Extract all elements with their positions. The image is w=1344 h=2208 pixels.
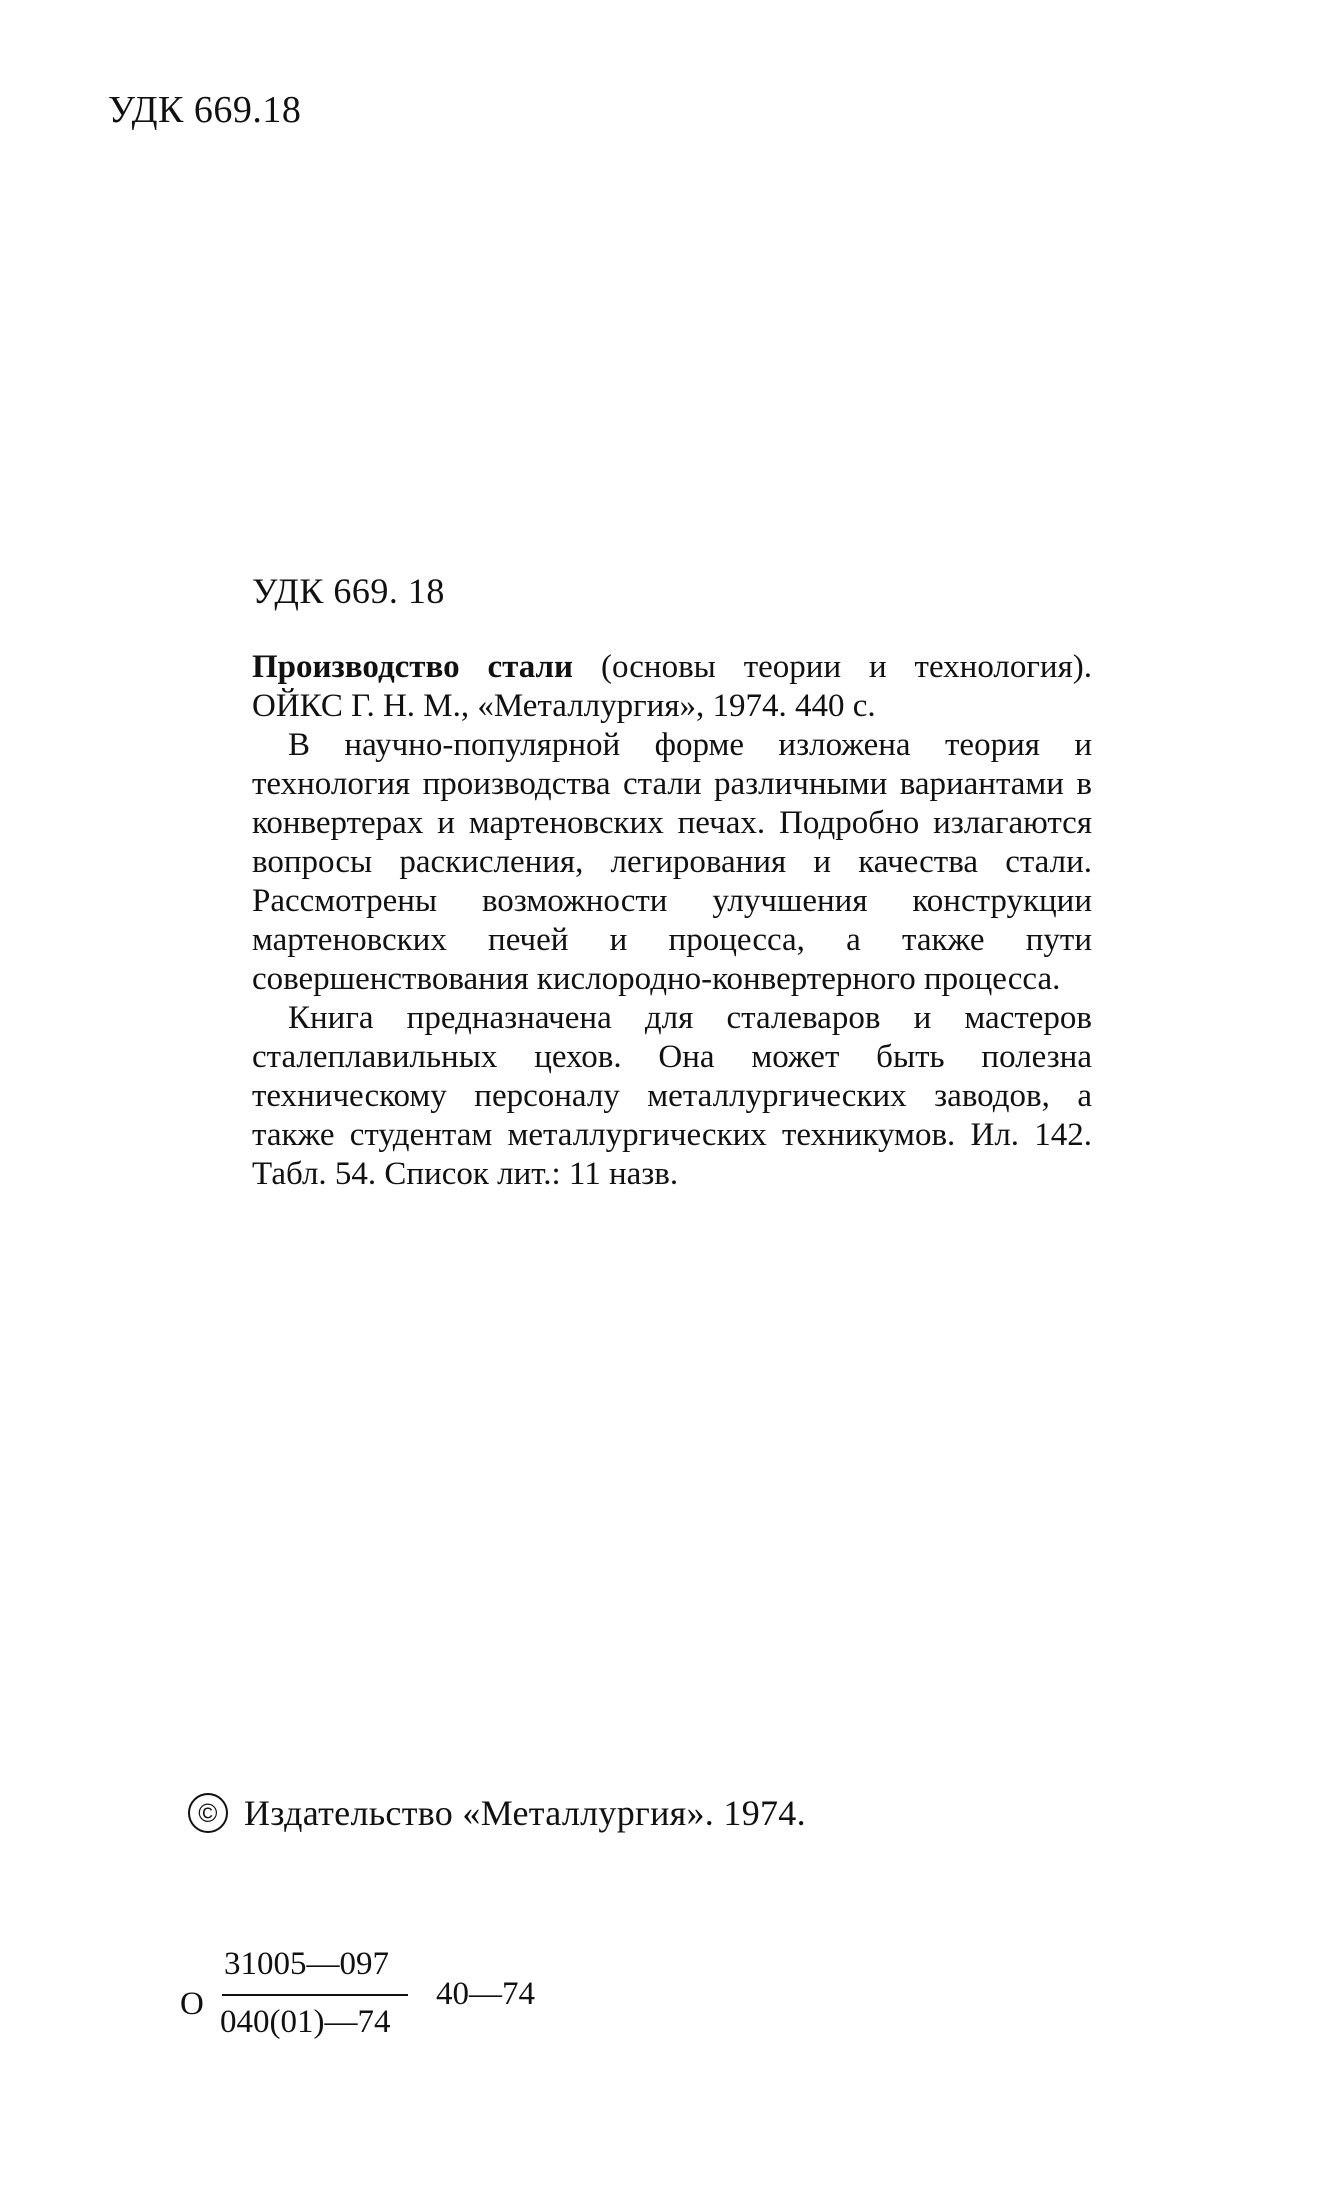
index-letter: О: [180, 1986, 204, 2022]
book-title: Производство стали: [252, 649, 574, 685]
annotation-udk: УДК 669. 18: [252, 571, 445, 611]
index-suffix: 40—74: [436, 1976, 535, 2012]
annotation-paragraph-1: В научно-популярной форме изложена теория и технология производства стали различными вариантами в конвертерах и мартеновских печах. Подробно излагаются вопросы раскисления, легирования и качества стали. Рассмотрены возможности улучшения конструкции мартеновских печей и процесса, а также пути совершенствования кислородно-конвертерного процесса.: [252, 727, 1092, 997]
index-denominator: 040(01)—74: [220, 2004, 391, 2040]
udk-header: УДК 669.18: [108, 89, 302, 131]
annotation-card: [252, 570, 1092, 1194]
bibliographic-details: (основы теории и технология). ОЙКС Г. Н. М., «Металлургия», 1974. 440 с.: [252, 649, 1092, 724]
copyright-icon: ©: [188, 1793, 228, 1833]
index-numerator: 31005—097: [224, 1946, 389, 1982]
publication-index: [180, 1946, 600, 2066]
copyright-line: [188, 1792, 806, 1834]
bibliographic-entry: [252, 648, 1092, 726]
copyright-text: Издательство «Металлургия». 1974.: [244, 1793, 806, 1833]
annotation-paragraph-2: Книга предназначена для сталеваров и мастеров сталеплавильных цехов. Она может быть полезна техническому персоналу металлургических заводов, а также студентам металлургических техникумов. Ил. 142. Табл. 54. Список лит.: 11 назв.: [252, 1000, 1092, 1192]
fraction-line: [222, 1994, 408, 1996]
